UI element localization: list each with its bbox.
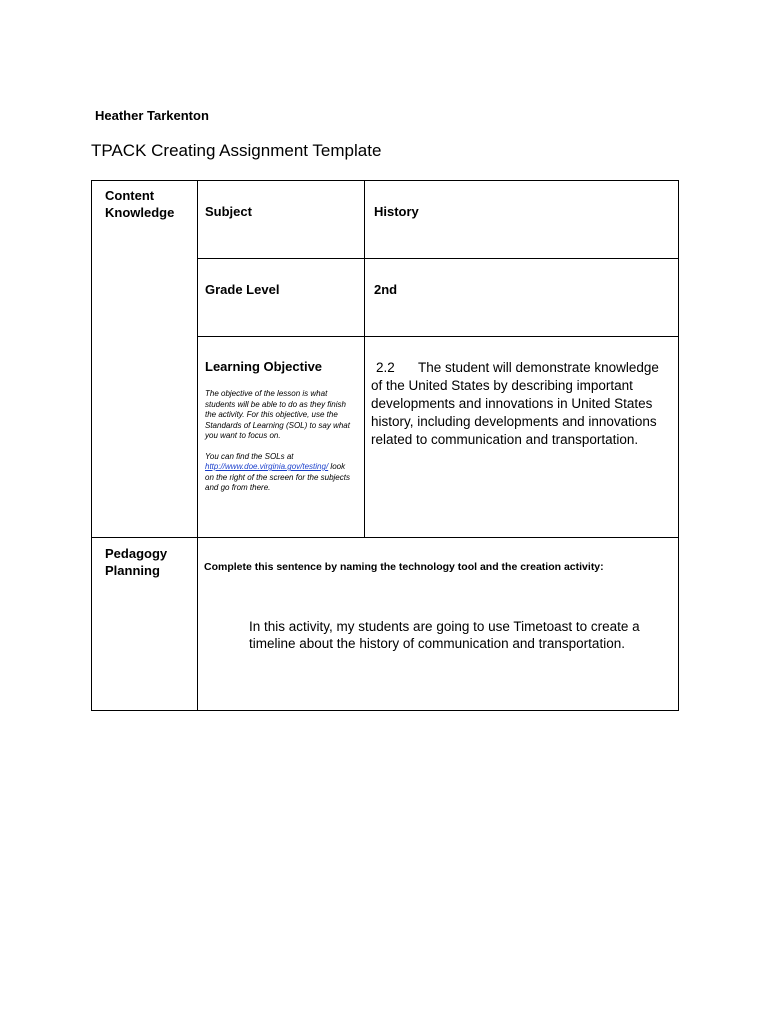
learning-objective-help (205, 389, 364, 494)
subject-label-cell (198, 181, 365, 259)
content-knowledge-label: Content Knowledge (105, 188, 175, 220)
pedagogy-planning-cell (92, 538, 198, 711)
author-name: Heather Tarkenton (95, 108, 209, 123)
grade-level-label-cell (198, 259, 365, 337)
grade-level-label: Grade Level (205, 282, 280, 297)
pedagogy-instruction: Complete this sentence by naming the technology tool and the creation activity: (204, 561, 604, 573)
learning-objective-help-text: The objective of the lesson is what students will be able to do as they finish the activity. For this objective, use the Standards of Learning (SOL) to say what you want to focus on. (205, 389, 350, 440)
learning-objective-label-cell (198, 337, 365, 538)
sol-location-help (205, 452, 356, 494)
learning-objective-value (365, 337, 678, 449)
learning-objective-value-cell (365, 337, 679, 538)
pedagogy-planning-label: Pedagogy Planning (105, 546, 168, 578)
subject-value-cell (365, 181, 679, 259)
sol-number: 2.2 (376, 360, 395, 375)
pedagogy-activity: In this activity, my students are going to use Timetoast to create a timeline about the history of communication and transportation. (249, 619, 640, 651)
grade-level-value-cell (365, 259, 679, 337)
pedagogy-planning-content-cell (198, 538, 679, 711)
subject-label: Subject (205, 204, 252, 219)
document-title: TPACK Creating Assignment Template (91, 141, 382, 160)
table-row-subject (92, 181, 679, 259)
tpack-table (91, 180, 679, 711)
sol-help-suffix: look on the right of the screen for the subjects and go from there. (205, 462, 350, 492)
sol-link[interactable]: http://www.doe.virginia.gov/testing/ (205, 462, 329, 471)
table-row-pedagogy-planning (92, 538, 679, 711)
sol-text: The student will demonstrate knowledge of the United States by describing important developments and innovations in United States history, including developments and innovations related to communication and transportation. (371, 360, 659, 447)
sol-help-prefix: You can find the SOLs at (205, 451, 294, 461)
learning-objective-label: Learning Objective (205, 359, 323, 374)
grade-level-value: 2nd (374, 282, 398, 297)
content-knowledge-cell (92, 181, 198, 538)
subject-value: History (374, 204, 419, 219)
